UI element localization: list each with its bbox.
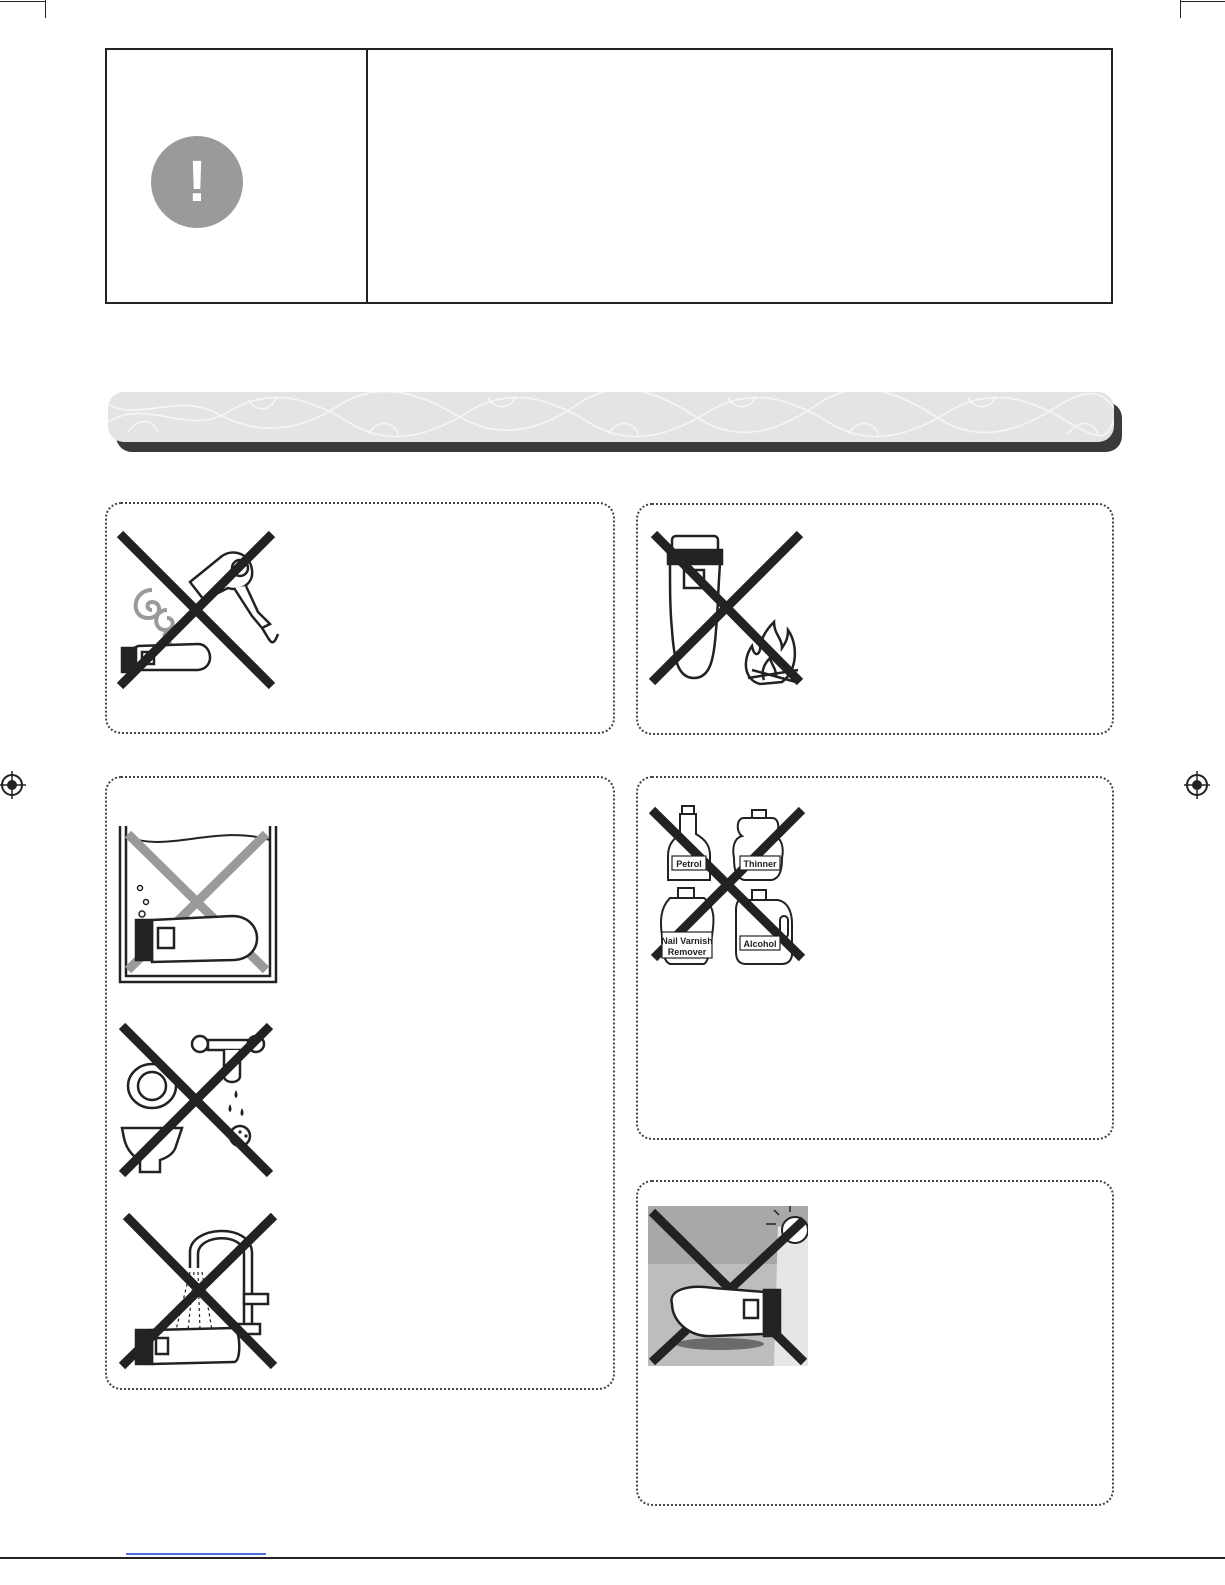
floral-pattern xyxy=(108,392,1114,442)
faucet-illustration xyxy=(116,1212,280,1372)
footer-link-underline xyxy=(126,1553,266,1555)
exclamation-icon: ! xyxy=(151,136,243,228)
crop-mark-top-right-vertical xyxy=(1180,0,1181,18)
toilet-sink-illustration xyxy=(116,1020,280,1180)
crop-mark-top-left-vertical xyxy=(45,0,46,18)
petrol-label: Petrol xyxy=(676,859,702,869)
alcohol-label: Alcohol xyxy=(743,939,777,949)
registration-mark-right xyxy=(1182,770,1212,800)
section-banner xyxy=(108,392,1114,442)
nail-varnish-label-line2: Remover xyxy=(667,947,707,957)
chemicals-illustration xyxy=(648,804,810,966)
crop-mark-top-left xyxy=(0,1,45,2)
hairdryer-steam-illustration xyxy=(112,530,282,690)
epilator-fire-illustration xyxy=(648,530,810,690)
nail-varnish-label-line1: Nail Varnish xyxy=(661,936,713,946)
footer-rule xyxy=(0,1557,1225,1559)
sunlight-illustration xyxy=(648,1206,808,1366)
warning-box xyxy=(105,48,1113,304)
crop-mark-top-right xyxy=(1180,1,1225,2)
submerged-epilator-illustration xyxy=(116,824,280,986)
thinner-label: Thinner xyxy=(743,859,777,869)
warning-divider xyxy=(366,50,368,302)
registration-mark-left xyxy=(0,770,28,800)
